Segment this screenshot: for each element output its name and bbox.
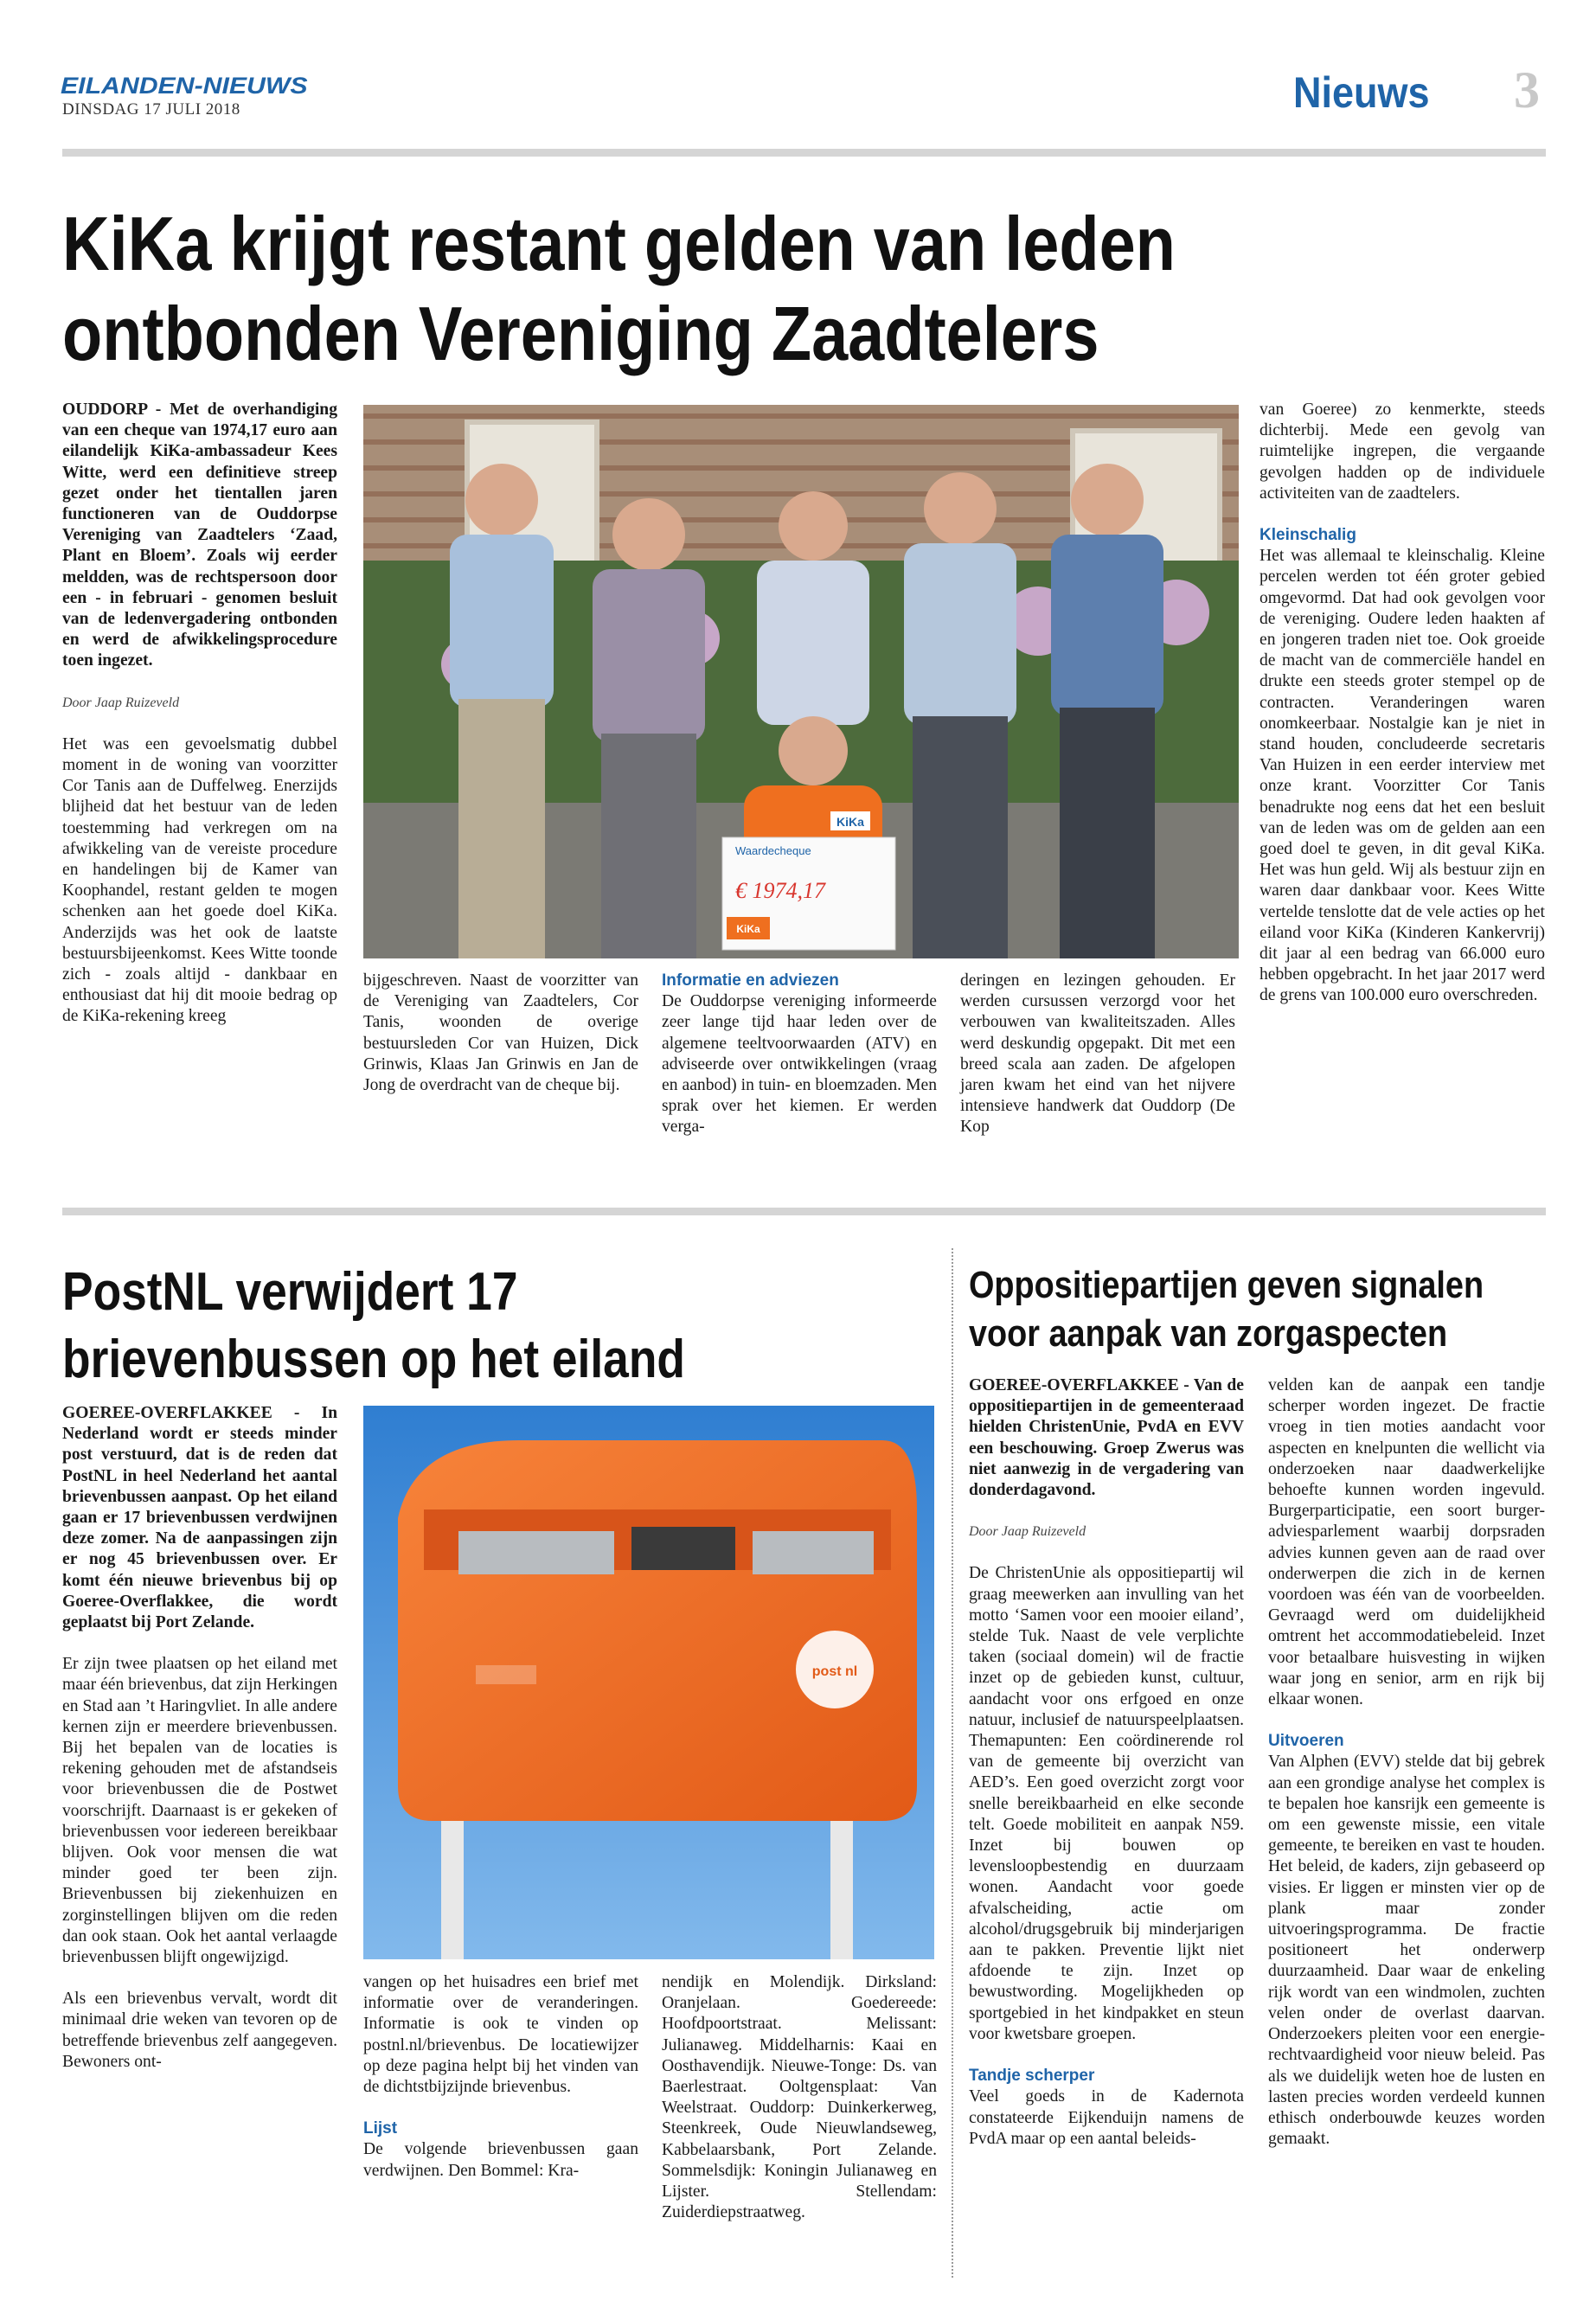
article1-column-4 [960, 971, 1235, 1159]
article2-col2-subhead: Lijst [363, 2119, 398, 2138]
article2-col2-body: vangen op het huisadres een brief met informatie over de veranderingen. Informatie is ook te vinden op postnl.nl/brievenbus. De locatiewijzer op deze pagina helpt bij het vinden van de dichtstbijzijnde brievenbus. [363, 1973, 638, 2097]
article2-column-1 [62, 1403, 337, 2093]
article3-col2-body: velden kan de aanpak een tandje scherper worden ingezet. De fractie vroeg in tien moties aandacht voor aspecten en knelpunten die wellicht via onderzoeken naar daadwerkelijke behoefte kunnen worden ingevuld. Burgerparticipatie, een soort burger-adviesparlement waarbij dorpsraden advies kunnen geven aan de raad over onderwerpen die zich in de kernen voordoen was één van de voorbeelden. Gevraagd werd om duidelijkheid omtrent het accommodatiebeleid. Inzet voor betaalbare huisvesting in wijken waar jong en senior, arm en rijk bij elkaar wonen. [1268, 1376, 1545, 1709]
article1-photo [363, 405, 1239, 958]
section-name: Nieuws [1293, 68, 1430, 117]
article3-lead: GOEREE-OVERFLAKKEE - Van de oppositiepartijen in de gemeenteraad hielden ChristenUnie, PvdA en EVV een beschouwing. Groep Zwerus was niet aanwezig in de vergadering van donderdagavond. [969, 1376, 1244, 1500]
article1-col5-subhead: Kleinschalig [1259, 526, 1356, 545]
article1-col5-body-top: van Goeree) zo kenmerkte, steeds dichterbij. Mede een gevolg van ruimtelijke ingrepen, die vergaande gevolgen hadden op de individuele activiteiten van de zaadtelers. [1259, 401, 1545, 503]
postnl-logo: post nl [811, 1664, 858, 1679]
cheque-title: Waardecheque [735, 844, 811, 857]
cheque-amount: € 1974,17 [735, 878, 825, 903]
article1-col1-body: Het was een gevoelsmatig dubbel moment in de woning van voorzitter Cor Tanis aan de Duffelweg. Enerzijds blijheid dat het bestuur van de leden toestemming had verkregen om na afwikkeling van de vereiste procedure en handelingen bij de Kamer van Koophandel, restant gelden te mogen schenken aan het goede doel KiKa. Anderzijds was het ook de laatste bestuursbijeenkomst. Kees Witte toonde zich - zoals altijd - dankbaar en enthousiast dat hij dit mooie bedrag op de KiKa-rekening kreeg [62, 734, 337, 1026]
article2-col2-body2: De volgende brievenbussen gaan verdwijnen. Den Bommel: Kra- [363, 2140, 638, 2180]
article1-lead: OUDDORP - Met de overhandiging van een cheque van 1974,17 euro aan eilandelijk KiKa-ambassadeur Kees Witte, werd een definitieve streep gezet onder het tientallen jaren functioneren van de Ouddorpse Vereniging van Zaadtelers ‘Zaad, Plant en Bloem’. Zoals wij eerder meldden, was de rechtspersoon door een - in februari - genomen besluit van de ledenvergadering ontbonden en werd de afwikkelingsprocedure toen ingezet. [62, 401, 337, 670]
cheque [722, 837, 895, 950]
article3-column-1 [969, 1375, 1244, 2170]
article3-col2-body2: Van Alphen (EVV) stelde dat bij gebrek aan een grondige analyse het complex is te bepalen hoe kansrijk een gemeente is om een gewenste missie, een vitale gemeente, te bereiken en vast te houden. Het beleid, de kaders, zijn gebaseerd op visies. Er liggen er minsten vier op de plank maar zonder uitvoeringsprogramma. De fractie positioneert het onderwerp duurzaamheid. Daar waar de enkeling rijk wordt van een windmolen, zuchten velen onder de overlast daarvan. Onderzoekers pleiten voor een energie-rechtvaardigheid voor nieuw beleid. Pas als we duidelijk weten hoe de lusten en lasten precies worden verdeeld kunnen ethisch onderbouwde keuzes worden gemaakt. [1268, 1753, 1545, 2149]
article3-headline-line1: Oppositiepartijen geven signalen [969, 1264, 1484, 1306]
article3-col1-body: De ChristenUnie als oppositiepartij wil graag meewerken aan invulling van het motto ‘Samen voor een mooier eiland’, stelde Tuk. Naast de vele verplichte taken (sociaal domein) wil de fractie inzet op de gebieden kunst, cultuur, aandacht voor ons erfgoed en onze natuur, inclusief de natuurspeelplaatsen. Themapunten: Een coördinerende rol van de gemeente bij overzicht van AED’s. Een goed overzicht zorgt voor snelle bereikbaarheid en elke seconde telt. Goede mobiliteit en aanpak N59. Inzet bij bouwen op levensloopbestendig en duurzaam wonen. Aandacht voor goede afvalscheiding, actie om alcohol/drugsgebruik bij minderjarigen aan te pakken. Preventie lijkt niet afdoende te zijn. Inzet op bewustwording. Mogelijkheden op sportgebied in het kindpakket en steun voor kwetsbare groepen. [969, 1564, 1244, 2043]
article3-col2-subhead: Uitvoeren [1268, 1732, 1344, 1751]
cheque-logo: KiKa [736, 923, 760, 935]
article3-col1-subhead: Tandje scherper [969, 2067, 1095, 2086]
article1-column-5 [1259, 400, 1545, 1028]
article1-col4-body: deringen en lezingen gehouden. Er werden cursussen verzorgd voor het verbouwen van kwaliteitszaden. Alles werd deskundig opgepakt. Dit met een breed scala aan zaden. De afgelopen jaren kwam het eind van het nijvere intensieve handwerk dat Ouddorp (De Kop [960, 971, 1235, 1137]
masthead-date: DINSDAG 17 JULI 2018 [62, 100, 240, 119]
person-1 [450, 464, 554, 958]
group-photo-illustration [363, 405, 1239, 958]
article1-byline: Door Jaap Ruizeveld [62, 695, 180, 710]
person-4 [904, 472, 1016, 958]
article3-headline-line2: voor aanpak van zorgaspecten [969, 1312, 1448, 1355]
article3-column-2 [1268, 1375, 1545, 2170]
article3-byline: Door Jaap Ruizeveld [969, 1524, 1086, 1540]
article1-col2-body: bijgeschreven. Naast de voorzitter van de Vereniging van Zaadtelers, Cor Tanis, woonden de overige bestuursleden Cor van Huizen, Dick Grinwis, Klaas Jan Grinwis en Jan de Jong de overdracht van de cheque bij. [363, 971, 638, 1095]
article1-column-1 [62, 400, 337, 1048]
article1-column-2 [363, 971, 638, 1117]
article1-col5-body: Het was allemaal te kleinschalig. Kleine percelen werden tot één groter gebied omgevormd. Dat had ook gevolgen voor de vereniging. Oudere leden haakten af en jongeren traden niet toe. Ook groeide de macht van de commerciële handel en drukte een steeds groter stempel op de contracten. Veranderingen waren onomkeerbaar. Nostalgie kan je niet in stand houden, concludeerde secretaris Van Huizen in een eerder interview met onze krant. Voorzitter Cor Tanis benadrukte nog eens dat het een besluit van de leden was om de gelden aan een goed doel te geven, in dit geval KiKa. Het was hun geld. Wij als bestuur zijn en waren daar dankbaar voor. Kees Witte vertelde tenslotte dat de vele acties op het eiland voor KiKa (Kinderen Kankervrij) dit jaar al een bedrag van 66.000 euro hebben opgebracht. In het jaar 2017 werd de grens van 100.000 euro overschreden. [1259, 547, 1545, 1005]
postbox-illustration [363, 1406, 934, 1959]
middle-rule [62, 1208, 1546, 1215]
article2-column-2 [363, 1972, 638, 2202]
article1-headline-line2: ontbonden Vereniging Zaadtelers [62, 291, 1099, 376]
article1-col3-body: De Ouddorpse vereniging informeerde zeer lange tijd haar leden over de algemene teeltvoorwaarden (ATV) en adviseerde over ontwikkelingen (vraag en aanbod) in tuin- en bloemzaden. Men sprak over het kiemen. Er werden verga- [662, 992, 937, 1137]
article2-headline-line2: brievenbussen op het eiland [62, 1330, 685, 1389]
masthead-brand: EILANDEN-NIEUWS [61, 73, 308, 99]
column-divider [952, 1248, 953, 2278]
article2-headline [62, 1259, 685, 1394]
top-rule [62, 149, 1546, 157]
page-number: 3 [1514, 61, 1540, 119]
article3-headline [969, 1261, 1484, 1358]
article2-headline-line1: PostNL verwijdert 17 [62, 1262, 518, 1322]
article2-col1-p2: Als een brievenbus vervalt, wordt dit minimaal drie weken van tevoren op de betreffende brievenbus zelf aangegeven. Bewoners ont- [62, 1990, 337, 2071]
article1-column-3 [662, 971, 937, 1159]
article2-lead: GOEREE-OVERFLAKKEE - In Nederland wordt er steeds minder post verstuurd, dat is de reden dat PostNL in heel Nederland het aantal brievenbussen aanpast. Op het eiland gaan er 17 brievenbussen verdwijnen deze zomer. Na de aanpassingen zijn er nog 45 brievenbussen over. Er komt één nieuwe brievenbus bij op Goeree-Overflakkee, die wordt geplaatst bij Port Zelande. [62, 1404, 337, 1632]
article2-column-3 [662, 1972, 937, 2244]
article2-photo [363, 1406, 934, 1959]
article1-col3-subhead: Informatie en adviezen [662, 971, 839, 990]
article1-headline-line1: KiKa krijgt restant gelden van leden [62, 201, 1176, 286]
article2-col1-p1: Er zijn twee plaatsen op het eiland met maar één brievenbus, dat zijn Herkingen en Stad aan ’t Haringvliet. In alle andere kernen zijn er meerdere brievenbussen. Bij het bepalen van de locaties is rekening gehouden met de afstandseis voor brievenbussen die de Postwet voorschrijft. Daarnaast is er gekeken of brievenbussen voor iedereen bereikbaar blijven. Ook voor mensen die wat minder goed ter been zijn. Brievenbussen bij ziekenhuizen en zorginstellingen blijven om die reden dan ook staan. Ook het aantal verlaagde brievenbussen blijft ongewijzigd. [62, 1655, 337, 1967]
article2-col3-body: nendijk en Molendijk. Dirksland: Oranjelaan. Goedereede: Hoofdpoortstraat. Melissant: Julianaweg. Middelharnis: Kaai en Oosthavendijk. Nieuwe-Tonge: Ds. van Baerlestraat. Ooltgensplaat: Van Weelstraat. Ouddorp: Duinkerkerweg, Steenkreek, Oude Nieuwlandseweg, Kabbelaarsbank, Port Zelande. Sommelsdijk: Koningin Julianaweg en Lijster. Stellendam: Zuiderdiepstraatweg. [662, 1973, 937, 2222]
person-5 [1051, 464, 1163, 958]
article1-headline [62, 199, 1176, 379]
shirt-logo: KiKa [836, 815, 864, 829]
article3-col1-body2: Veel goeds in de Kadernota constateerde Eijkenduijn namens de PvdA maar op een aantal beleids- [969, 2087, 1244, 2148]
